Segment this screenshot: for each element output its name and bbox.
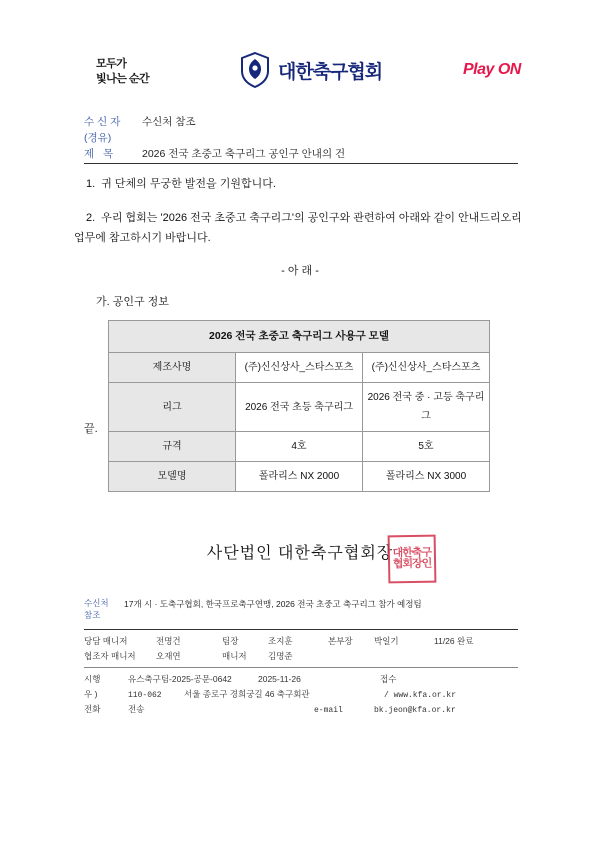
section-heading-ball-info: 가. 공인구 정보 [96,296,169,308]
footer-website: / www.kfa.or.kr [384,691,457,700]
footer-recipient-labels [84,597,118,621]
footer-teamlead-value: 조지훈 [268,636,293,646]
official-seal-text: 대한축구협회장인 [392,546,432,571]
document-body [74,175,526,492]
footer-row-address [84,687,518,702]
paragraph-2-text: 우리 협회는 '2026 전국 초중고 축구리그'의 공인구와 관련하여 아래와 같이 안내드리오리 업무에 참고하시기 바랍니다. [74,212,522,244]
cell-model-elementary: 폴라리스 NX 2000 [236,462,363,492]
footer-divider-mid [84,667,518,668]
table-row [109,383,490,432]
row-header-model: 모델명 [109,462,236,492]
row-header-size: 규격 [109,432,236,462]
campaign-logo-line1: 모두가 [96,58,127,70]
footer-row-cooperators [84,649,518,664]
table-row [109,353,490,383]
footer-issue-number: 유스축구팀-2025-공문-0642 [128,674,232,684]
meta-row-recipient [84,114,518,130]
row-header-manufacturer: 제조사명 [109,353,236,383]
paragraph-1-text: 귀 단체의 무궁한 발전을 기원합니다. [101,178,276,190]
footer-zip-value: 110-062 [128,691,162,700]
cell-manufacturer-elementary: (주)신신상사_스타스포츠 [236,353,363,383]
table-row [109,432,490,462]
ball-info-table [108,320,490,492]
footer-cooperator-value: 오재연 [156,651,181,661]
paragraph-2 [74,208,526,248]
cell-league-elementary: 2026 전국 초등 축구리그 [236,383,363,432]
cell-size-elementary: 4호 [236,432,363,462]
paragraph-1-number: 1. [86,178,96,190]
meta-row-subject [84,146,518,162]
meta-row-via [84,130,518,146]
footer-director-label: 본부장 [328,636,353,646]
footer-issue-label: 시행 [84,674,101,684]
kfa-logo-text: 대한축구협회 [278,61,383,83]
footer-incharge-label: 당담 매니저 [84,636,128,646]
play-on-logo-play: Play [463,61,498,78]
row-header-league: 리그 [109,383,236,432]
footer-address-value: 서울 종로구 경희궁길 46 축구회관 [184,689,310,699]
document-footer [84,597,518,717]
document-header [0,52,600,102]
cell-manufacturer-middlehigh: (주)신신상사_스타스포츠 [363,353,490,383]
cell-size-middlehigh: 5호 [363,432,490,462]
footer-fax-label: 전송 [128,704,145,714]
end-mark: 끝. [84,423,98,435]
kfa-logo [240,52,382,88]
subject-label: 제 목 [84,148,117,160]
footer-divider-top [84,629,518,630]
campaign-logo [96,57,149,87]
ball-info-table-wrapper [108,320,490,492]
table-row [109,462,490,492]
footer-cooperator-label: 협조자 매니저 [84,651,136,661]
footer-recipient-value: 17개 시 · 도축구협회, 한국프로축구연맹, 2026 전국 초중고 축구리그 참가 예정팀 [124,599,422,609]
footer-row-approval [84,634,518,649]
play-on-logo [463,61,521,79]
footer-approval-date: 11/26 완료 [434,636,474,646]
footer-incharge-value: 전명건 [156,636,181,646]
footer-email-value: bk.jeon@kfa.or.kr [374,706,456,715]
recipient-label: 수신자 [84,116,124,128]
footer-teamlead-label: 팀장 [222,636,239,646]
table-title: 2026 전국 초중고 축구리그 사용구 모델 [109,321,490,353]
footer-recipients [84,597,518,626]
campaign-logo-line2: 빛나는 순간 [96,73,150,85]
footer-recipient-label-1: 수신처 [84,598,109,608]
cell-model-middlehigh: 폴라리스 NX 3000 [363,462,490,492]
paragraph-1 [74,175,526,194]
table-header-row [109,321,490,353]
footer-director-value: 박일기 [374,636,399,646]
play-on-logo-on: ON [497,61,521,78]
footer-row-contact [84,702,518,717]
footer-cooperator2-label: 매니저 [222,651,247,661]
footer-row-issue [84,672,518,687]
footer-zip-label: 우 ) [84,689,98,699]
subject-value: 2026 전국 초중고 축구리그 공인구 안내의 건 [142,148,346,160]
meta-divider [84,163,518,164]
recipient-value: 수신처 참조 [142,116,196,128]
footer-cooperator2-value: 김명준 [268,651,293,661]
footer-phone-label: 전화 [84,704,101,714]
footer-issue-date: 2025-11-26 [258,674,301,684]
via-label: (경유) [84,132,112,144]
signature-line: 사단법인 대한축구협회장 [206,545,394,562]
official-seal-stamp [388,535,437,584]
kfa-crest-icon [240,52,270,88]
arae-marker: - 아 래 - [281,265,319,277]
cell-league-middlehigh: 2026 전국 중 · 고등 축구리그 [363,383,490,432]
document-meta [84,114,518,162]
paragraph-2-number: 2. [86,212,96,224]
footer-receipt-label: 접수 [380,674,397,684]
footer-email-label: e-mail [314,706,343,715]
footer-recipient-label-2: 참조 [84,610,101,620]
